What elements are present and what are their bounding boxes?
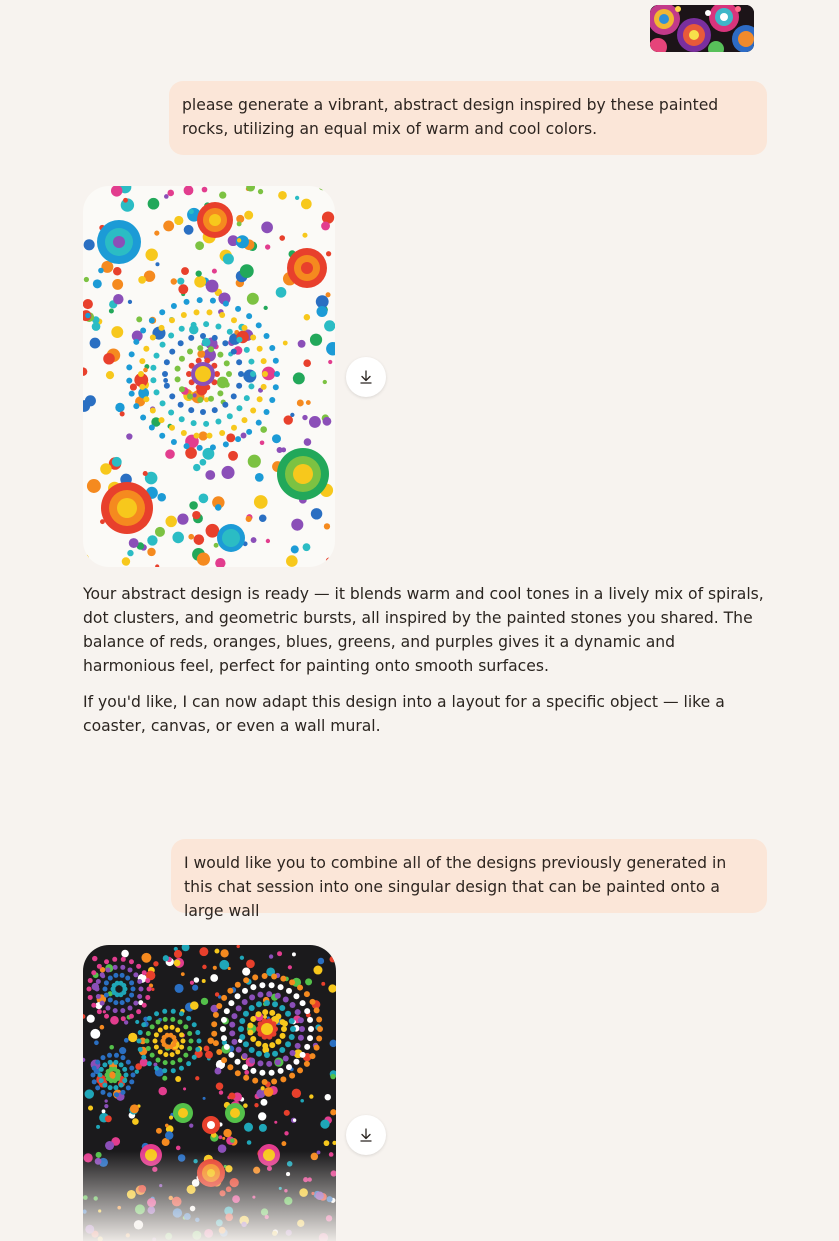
generated-image-abstract-design[interactable]: [83, 186, 335, 567]
download-icon: [358, 1127, 374, 1143]
download-button[interactable]: [346, 1115, 386, 1155]
download-button[interactable]: [346, 357, 386, 397]
assistant-paragraph: Your abstract design is ready — it blends warm and cool tones in a lively mix of spirals, dot clusters, and geometric bursts, all inspired by the painted stones you shared. The balance of reds, oranges, blues, greens, and purples gives it a dynamic and harmonious feel, perfect for painting onto smooth surfaces.: [83, 585, 764, 675]
assistant-paragraph: If you'd like, I can now adapt this design into a layout for a specific object — like a coaster, canvas, or even a wall mural.: [83, 693, 725, 735]
user-message-text: please generate a vibrant, abstract design inspired by these painted rocks, utilizing an equal mix of warm and cool colors.: [182, 96, 719, 138]
user-message: [169, 81, 767, 155]
user-message-text: I would like you to combine all of the designs previously generated in this chat session into one singular design that can be painted onto a large wall: [184, 854, 727, 920]
generated-image-wall-mural[interactable]: [83, 945, 336, 1241]
attached-rocks-thumbnail[interactable]: [650, 5, 754, 52]
download-icon: [358, 369, 374, 385]
user-message: [171, 839, 767, 920]
image-fade-overlay: [83, 1151, 336, 1241]
assistant-message: [83, 582, 769, 750]
